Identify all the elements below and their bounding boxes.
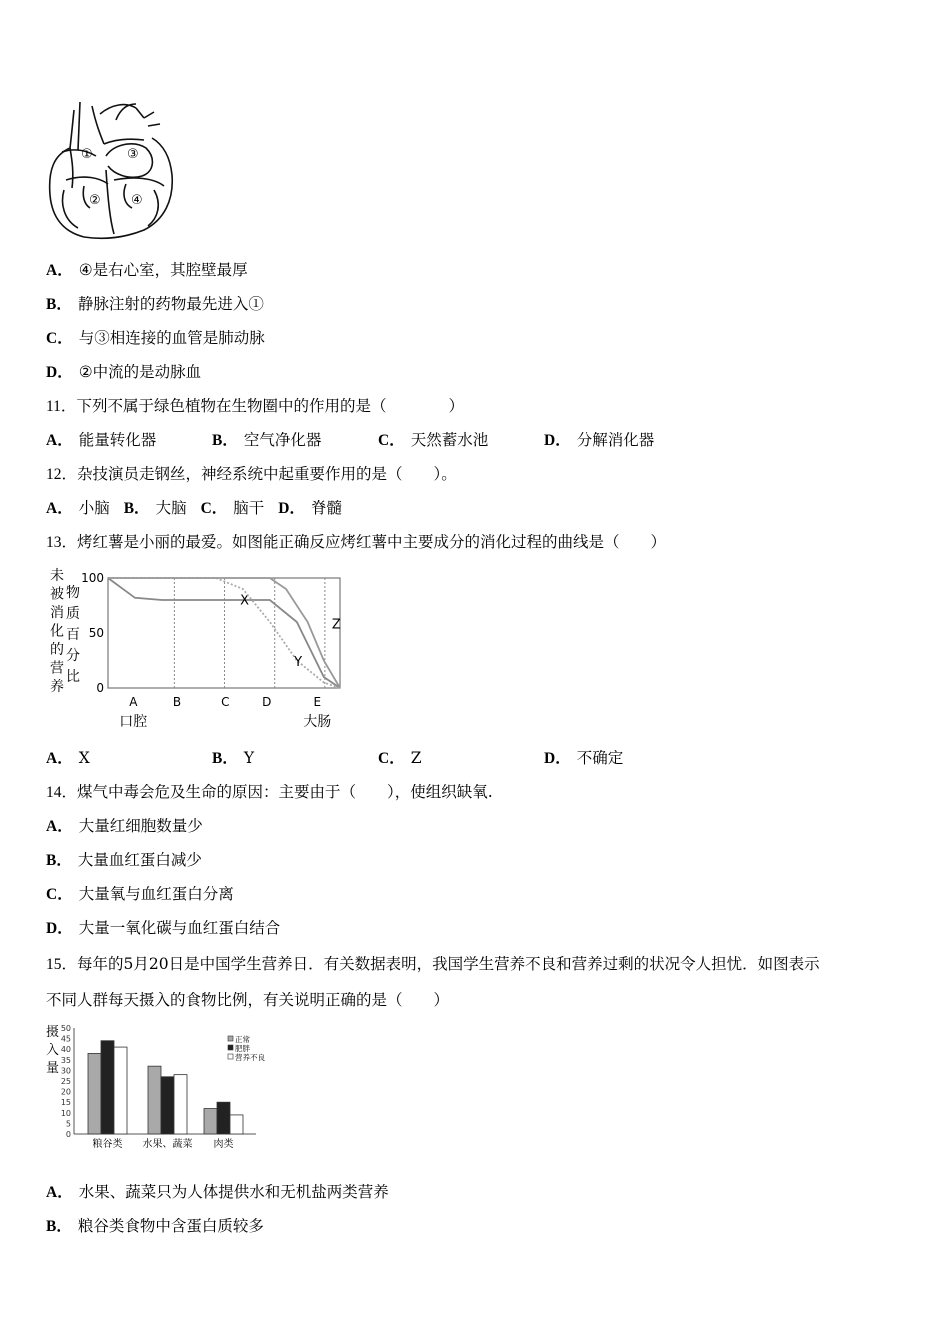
digest-series-label-y: Y [294, 655, 303, 670]
digest-xtick-label: E [313, 695, 322, 709]
intake-ylabel [46, 1024, 59, 1076]
intake-legend-swatch [228, 1045, 233, 1050]
intake-ytick-label: 0 [65, 1130, 71, 1139]
intake-ytick-label: 30 [60, 1066, 71, 1076]
q10-option-a: A． ④是右心室，其腔壁最厚 [46, 261, 248, 279]
digest-xtick-label: D [262, 695, 272, 709]
q10-option-d: D． ②中流的是动脉血 [46, 363, 202, 381]
intake-bar-1-2 [174, 1075, 187, 1134]
intake-bar-0-0 [88, 1053, 101, 1134]
digest-ylabel-left-char: 化 [50, 623, 64, 640]
digest-ylabel-left-char: 营 [50, 660, 64, 677]
intake-bar-chart [44, 1020, 284, 1154]
intake-ytick-label: 20 [60, 1087, 71, 1097]
digest-ytick-label: 100 [81, 571, 104, 585]
digestion-line-chart [44, 566, 354, 736]
intake-ylabel-char: 量 [46, 1061, 60, 1076]
digest-series-y [108, 578, 340, 688]
q11-option-b: B． 空气净化器 [212, 431, 322, 449]
q14-stem: 14．煤气中毒会危及生命的原因：主要由于（ ），使组织缺氧. [46, 783, 493, 801]
intake-legend-swatch [228, 1036, 233, 1041]
heart-label-3: ③ [127, 147, 139, 162]
intake-legend [228, 1034, 265, 1062]
digest-ylabel-inner-char: 比 [66, 669, 80, 685]
digest-ylabel-left-char: 被 [50, 586, 64, 603]
intake-bar-2-1 [217, 1102, 230, 1134]
digest-ylabel-left-char: 消 [50, 605, 64, 621]
q15-stem-line1: 15．每年的5月20日是中国学生营养日．有关数据表明，我国学生营养不良和营养过剩的状况令人担忧．如图表示 [46, 955, 820, 973]
heart-diagram [44, 100, 179, 242]
q11-option-a: A． 能量转化器 [46, 431, 157, 449]
digest-region-label: 口腔 [119, 714, 148, 730]
digest-region-label: 大肠 [303, 714, 332, 730]
q15-stem-line2: 不同人群每天摄入的食物比例，有关说明正确的是（ ） [46, 991, 450, 1009]
intake-ytick-label: 40 [60, 1045, 71, 1055]
intake-ytick-label: 50 [60, 1024, 71, 1033]
digest-ylabel-inner-char: 物 [66, 585, 80, 601]
intake-ytick-label: 15 [60, 1098, 71, 1108]
intake-bar-2-2 [230, 1115, 243, 1134]
digest-ylabel-inner-char: 质 [66, 606, 80, 622]
q13-option-d: D． 不确定 [544, 749, 624, 767]
q11-option-c: C． 天然蓄水池 [378, 431, 489, 449]
digest-ylabel-left-char: 的 [50, 642, 64, 658]
intake-ytick-label: 5 [65, 1119, 71, 1129]
q12-option-d: D． 脊髓 [278, 499, 343, 517]
digest-plot-frame [108, 578, 340, 688]
q13-option-a: A． X [46, 749, 90, 767]
q12-option-a: A． 小脑 [46, 499, 110, 517]
intake-ytick-label: 10 [60, 1108, 71, 1118]
intake-legend-label: 肥胖 [235, 1044, 250, 1053]
digest-series-z [108, 578, 340, 688]
q11-option-d: D． 分解消化器 [544, 431, 655, 449]
digest-ylabel-inner [66, 584, 80, 685]
q13-option-c: C． Z [378, 749, 422, 767]
q12-option-b: B． 大脑 [123, 499, 187, 517]
digest-ylabel-left [50, 567, 64, 695]
q15-option-b: B． 粮谷类食物中含蛋白质较多 [46, 1217, 264, 1235]
q14-option-a: A． 大量红细胞数量少 [46, 817, 203, 835]
q12-stem: 12．杂技演员走钢丝，神经系统中起重要作用的是（ ）。 [46, 465, 457, 483]
digest-ytick-label: 50 [88, 626, 104, 640]
q11-stem: 11．下列不属于绿色植物在生物圈中的作用的是（ ） [46, 397, 464, 415]
heart-label-1: ① [81, 147, 93, 162]
intake-bar-1-0 [148, 1066, 161, 1134]
q12-option-c: C． 脑干 [200, 499, 265, 517]
intake-legend-label: 营养不良 [235, 1053, 265, 1062]
q13-option-b: B． Y [212, 749, 255, 767]
q15-option-a: A． 水果、蔬菜只为人体提供水和无机盐两类营养 [46, 1183, 389, 1201]
intake-bar-0-1 [101, 1041, 114, 1134]
intake-xtick-label: 肉类 [213, 1139, 234, 1150]
digest-xtick-label: A [129, 695, 138, 709]
q13-stem: 13．烤红薯是小丽的最爱。如图能正确反应烤红薯中主要成分的消化过程的曲线是（ ） [46, 533, 667, 551]
digest-xtick-label: C [221, 695, 230, 709]
digest-ylabel-left-char: 养 [50, 679, 64, 695]
digest-ytick-label: 0 [96, 681, 104, 695]
intake-legend-label: 正常 [235, 1035, 250, 1044]
q13-options [46, 748, 710, 769]
intake-legend-swatch [228, 1054, 233, 1059]
q14-option-d: D． 大量一氧化碳与血红蛋白结合 [46, 919, 281, 937]
heart-label-2: ② [89, 193, 101, 208]
q10-option-b: B． 静脉注射的药物最先进入① [46, 295, 264, 313]
intake-ytick-label: 45 [60, 1034, 71, 1044]
digest-series-label-z: Z [331, 617, 341, 633]
digest-xtick-label: B [172, 695, 182, 709]
digest-series-x [108, 578, 340, 688]
q14-option-c: C． 大量氧与血红蛋白分离 [46, 885, 234, 903]
q10-option-c: C． 与③相连接的血管是肺动脉 [46, 329, 265, 347]
digest-series-label-x: X [240, 593, 250, 609]
intake-ylabel-char: 入 [46, 1043, 60, 1058]
digest-ylabel-inner-char: 百 [66, 627, 80, 643]
intake-xtick-label: 水果、蔬菜 [142, 1139, 193, 1150]
q14-option-b: B． 大量血红蛋白减少 [46, 851, 202, 869]
intake-bar-0-2 [114, 1047, 127, 1134]
intake-bar-1-1 [161, 1077, 174, 1134]
q11-options [46, 430, 710, 451]
intake-ytick-label: 35 [60, 1055, 71, 1065]
intake-bar-2-0 [204, 1109, 217, 1134]
intake-xtick-label: 粮谷类 [92, 1139, 123, 1150]
q12-options [46, 498, 342, 519]
digest-ylabel-inner-char: 分 [66, 648, 80, 664]
digest-ylabel-left-char: 未 [50, 568, 64, 584]
intake-ylabel-char: 摄 [46, 1025, 60, 1040]
intake-ytick-label: 25 [60, 1077, 71, 1086]
heart-label-4: ④ [131, 193, 143, 208]
